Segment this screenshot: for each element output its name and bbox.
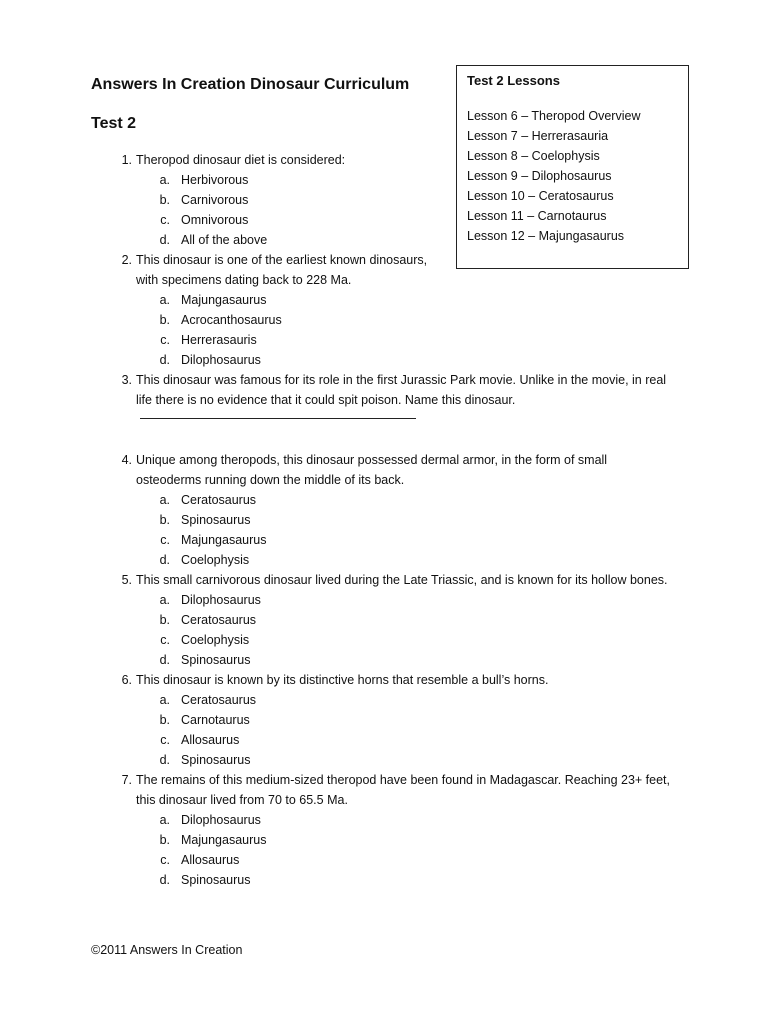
- option-letter: b.: [159, 193, 170, 207]
- test-heading: Test 2: [91, 115, 137, 132]
- question-text-continued: life there is no evidence that it could spit poison. Name this dinosaur.: [136, 393, 516, 407]
- option-letter: d.: [159, 553, 170, 567]
- footer-copyright: ©2011 Answers In Creation: [91, 943, 243, 957]
- lesson-item: Lesson 9 – Dilophosaurus: [467, 169, 612, 183]
- answer-option: [0, 750, 770, 770]
- option-text: Carnivorous: [181, 193, 249, 207]
- answer-option: [0, 550, 770, 570]
- answer-option: [0, 710, 770, 730]
- question-number: 3.: [121, 373, 132, 387]
- option-letter: d.: [159, 233, 170, 247]
- answer-option: [0, 170, 770, 190]
- answer-option: [0, 190, 770, 210]
- option-text: Omnivorous: [181, 213, 249, 227]
- answer-option: [0, 850, 770, 870]
- option-letter: a.: [159, 173, 170, 187]
- question-1: [0, 150, 770, 250]
- option-letter: c.: [160, 213, 170, 227]
- option-letter: a.: [159, 813, 170, 827]
- lesson-item: Lesson 10 – Ceratosaurus: [467, 189, 614, 203]
- answer-blank-line[interactable]: [140, 418, 416, 419]
- option-letter: c.: [160, 333, 170, 347]
- lesson-item: Lesson 7 – Herrerasauria: [467, 129, 609, 143]
- answer-option: [0, 350, 770, 370]
- answer-option: [0, 310, 770, 330]
- option-letter: a.: [159, 593, 170, 607]
- option-text: Majungasaurus: [181, 833, 267, 847]
- answer-option: [0, 330, 770, 350]
- option-text: Majungasaurus: [181, 533, 267, 547]
- option-text: Coelophysis: [181, 553, 250, 567]
- answer-option: [0, 590, 770, 610]
- question-text: This dinosaur is known by its distinctive horns that resemble a bull’s horns.: [136, 673, 549, 687]
- question-text-continued: osteoderms running down the middle of its back.: [136, 473, 405, 487]
- question-text: Unique among theropods, this dinosaur possessed dermal armor, in the form of small: [136, 453, 608, 467]
- option-letter: b.: [159, 613, 170, 627]
- option-text: Spinosaurus: [181, 873, 251, 887]
- question-5: [0, 570, 770, 670]
- question-text-continued: this dinosaur lived from 70 to 65.5 Ma.: [136, 793, 348, 807]
- answer-option: [0, 650, 770, 670]
- option-letter: d.: [159, 873, 170, 887]
- question-4: [0, 450, 770, 570]
- option-letter: a.: [159, 293, 170, 307]
- option-text: Ceratosaurus: [181, 613, 257, 627]
- document-title: Answers In Creation Dinosaur Curriculum: [91, 76, 410, 93]
- option-text: Allosaurus: [181, 733, 240, 747]
- answer-option: [0, 870, 770, 890]
- question-number: 1.: [121, 153, 132, 167]
- option-letter: b.: [159, 833, 170, 847]
- question-list: [0, 150, 770, 890]
- answer-option: [0, 490, 770, 510]
- lesson-item: Lesson 8 – Coelophysis: [467, 149, 600, 163]
- lesson-item: Lesson 12 – Majungasaurus: [467, 229, 625, 243]
- option-letter: b.: [159, 513, 170, 527]
- question-number: 4.: [121, 453, 132, 467]
- option-text: Spinosaurus: [181, 653, 251, 667]
- option-text: Dilophosaurus: [181, 593, 261, 607]
- answer-option: [0, 810, 770, 830]
- question-2: [0, 250, 770, 370]
- answer-option: [0, 230, 770, 250]
- option-letter: c.: [160, 853, 170, 867]
- question-number: 6.: [121, 673, 132, 687]
- option-text: Dilophosaurus: [181, 813, 261, 827]
- answer-option: [0, 210, 770, 230]
- question-text: The remains of this medium-sized theropod have been found in Madagascar. Reaching 23+ feet,: [136, 773, 671, 787]
- option-letter: c.: [160, 633, 170, 647]
- option-text: Spinosaurus: [181, 753, 251, 767]
- question-6: [0, 670, 770, 770]
- option-text: Carnotaurus: [181, 713, 250, 727]
- answer-option: [0, 830, 770, 850]
- lessons-box-title: Test 2 Lessons: [467, 73, 560, 88]
- option-letter: d.: [159, 753, 170, 767]
- question-text: Theropod dinosaur diet is considered:: [136, 153, 346, 167]
- option-text: Coelophysis: [181, 633, 250, 647]
- question-number: 7.: [121, 773, 132, 787]
- option-text: Herbivorous: [181, 173, 249, 187]
- question-3: [0, 370, 770, 450]
- option-text: Herrerasauris: [181, 333, 257, 347]
- option-letter: d.: [159, 653, 170, 667]
- question-text-continued: with specimens dating back to 228 Ma.: [136, 273, 352, 287]
- answer-option: [0, 630, 770, 650]
- lesson-item: Lesson 11 – Carnotaurus: [467, 209, 607, 223]
- question-text: This dinosaur is one of the earliest known dinosaurs,: [136, 253, 428, 267]
- option-letter: c.: [160, 533, 170, 547]
- answer-option: [0, 290, 770, 310]
- question-text: This small carnivorous dinosaur lived during the Late Triassic, and is known for its hollow bones.: [136, 573, 668, 587]
- option-text: Dilophosaurus: [181, 353, 261, 367]
- option-letter: b.: [159, 713, 170, 727]
- option-text: Ceratosaurus: [181, 693, 257, 707]
- option-letter: c.: [160, 733, 170, 747]
- answer-option: [0, 730, 770, 750]
- question-text: This dinosaur was famous for its role in the first Jurassic Park movie. Unlike in the movie, in real: [136, 373, 667, 387]
- question-number: 5.: [121, 573, 132, 587]
- option-text: All of the above: [181, 233, 268, 247]
- answer-option: [0, 610, 770, 630]
- option-text: Allosaurus: [181, 853, 240, 867]
- option-text: Majungasaurus: [181, 293, 267, 307]
- option-text: Spinosaurus: [181, 513, 251, 527]
- option-text: Ceratosaurus: [181, 493, 257, 507]
- option-letter: a.: [159, 693, 170, 707]
- option-letter: b.: [159, 313, 170, 327]
- option-letter: a.: [159, 493, 170, 507]
- option-text: Acrocanthosaurus: [181, 313, 282, 327]
- lesson-item: Lesson 6 – Theropod Overview: [467, 109, 641, 123]
- answer-option: [0, 530, 770, 550]
- option-letter: d.: [159, 353, 170, 367]
- question-number: 2.: [121, 253, 132, 267]
- answer-option: [0, 690, 770, 710]
- answer-blank-area: [0, 410, 770, 436]
- answer-option: [0, 510, 770, 530]
- question-7: [0, 770, 770, 890]
